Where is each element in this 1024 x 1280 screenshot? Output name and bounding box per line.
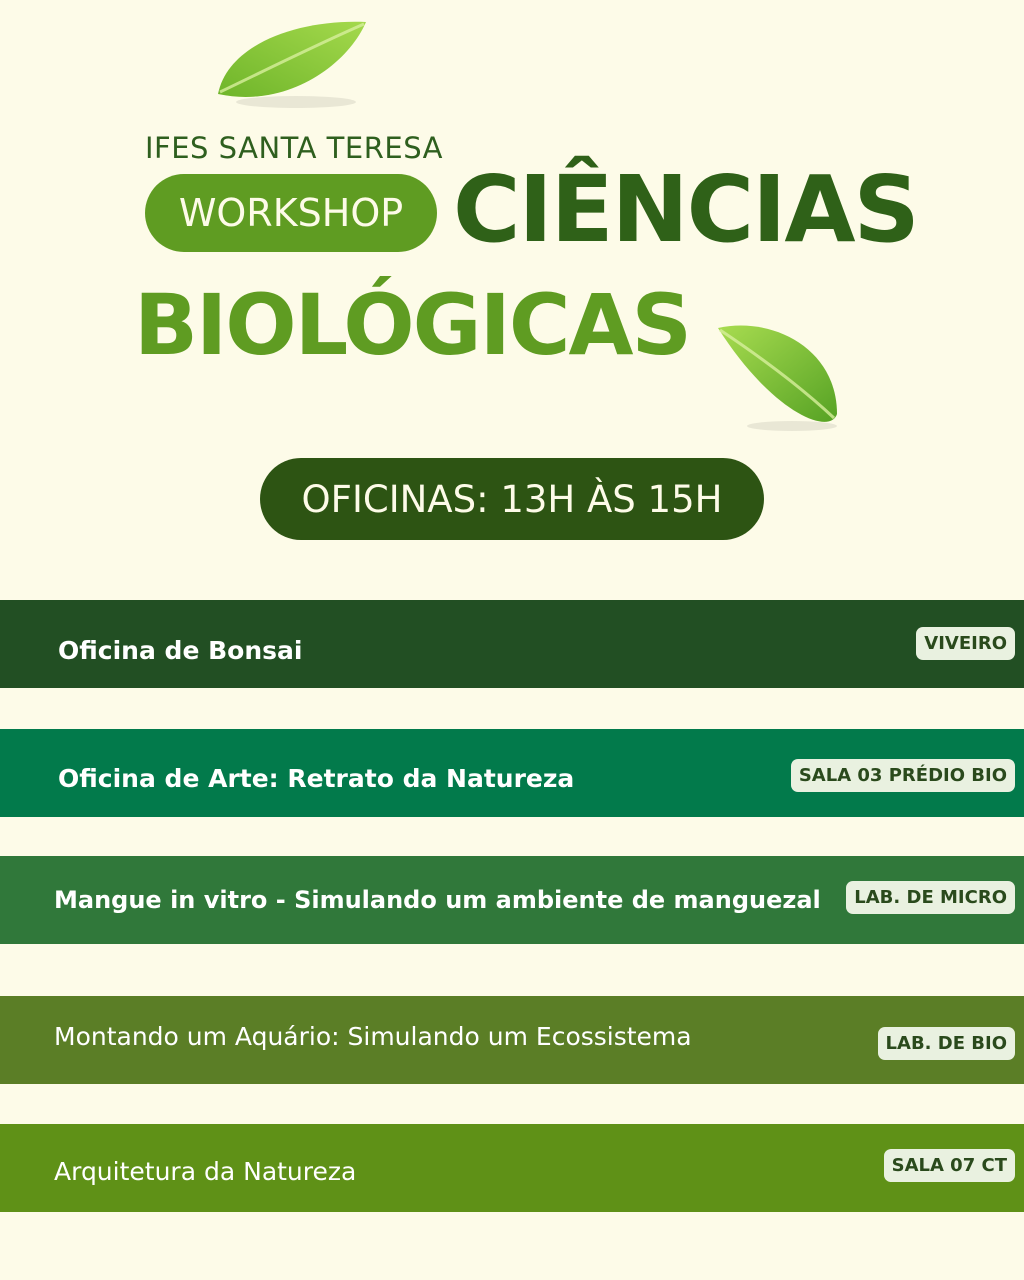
- workshop-row: [0, 729, 1024, 817]
- workshop-title: Arquitetura da Natureza: [54, 1156, 357, 1186]
- workshop-title: Oficina de Bonsai: [58, 635, 303, 665]
- workshop-row: [0, 996, 1024, 1084]
- workshop-title: Oficina de Arte: Retrato da Natureza: [58, 763, 575, 793]
- workshop-row: [0, 600, 1024, 688]
- workshop-title: Mangue in vitro - Simulando um ambiente de manguezal: [54, 886, 821, 914]
- workshop-row: [0, 856, 1024, 944]
- workshop-row: [0, 1124, 1024, 1212]
- leaf-icon: [208, 14, 378, 114]
- workshop-title: Montando um Aquário: Simulando um Ecossistema: [54, 1021, 692, 1051]
- location-tag: VIVEIRO: [916, 627, 1015, 660]
- location-tag: LAB. DE MICRO: [846, 881, 1015, 914]
- location-tag: SALA 03 PRÉDIO BIO: [791, 759, 1015, 792]
- institution-name: IFES SANTA TERESA: [145, 131, 443, 165]
- location-tag: SALA 07 CT: [884, 1149, 1015, 1182]
- leaf-icon: [712, 318, 847, 436]
- location-tag: LAB. DE BIO: [878, 1027, 1015, 1060]
- page-title-line1: CIÊNCIAS: [453, 156, 918, 263]
- event-type-badge: WORKSHOP: [145, 174, 437, 252]
- schedule-badge: OFICINAS: 13H ÀS 15H: [260, 458, 764, 540]
- page-title-line2: BIOLÓGICAS: [134, 276, 690, 374]
